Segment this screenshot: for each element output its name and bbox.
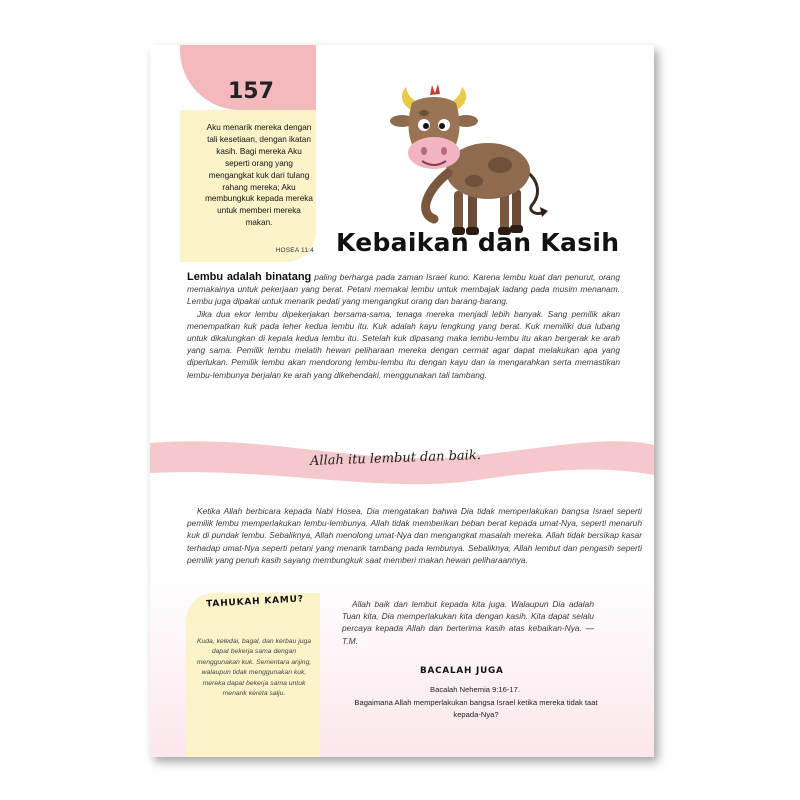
tagline: Allah itu lembut dan baik.	[309, 448, 482, 469]
section-3-text	[342, 598, 594, 647]
cow-illustration	[382, 73, 552, 245]
read-also-question: Bagaimana Allah memperlakukan bangsa Israel ketika mereka tidak taat kepada-Nya?	[354, 698, 598, 719]
paragraph-2: Jika dua ekor lembu dipekerjakan bersama-sama, tenaga mereka menjadi lebih banyak. Sang pemilik akan menempatkan kuk pada leher kedua lembu itu. Kuk adalah kayu lengkung yang berat. Kuk memiliki dua lubang untuk dikalungkan di kepala kedua lembu itu. Setelah kuk dipasang maka lembu-lembu itu akan bergerak ke arah yang sama. Pemilik lembu melatih hewan peliharaan mereka dengan cermat agar dapat melakukan apa yang diperlukan. Pemilik lembu akan mendorong lembu-lembu itu dengan kayu dan ia mengarahkan serta memastikan lembu-lembunya berjalan ke arah yang dikehendaki, menggunakan tali tambang.	[187, 308, 620, 380]
section-2-text	[187, 505, 642, 566]
did-you-know-title: TAHUKAH KAMU?	[205, 594, 305, 610]
verse-text: Aku menarik mereka dengan tali kesetiaan, dengan ikatan kasih. Bagi mereka Aku seperti orang yang mengangkat kuk dari tulang rahang mereka; Aku membungkuk kepada mereka untuk memberi mereka makan.	[205, 123, 313, 228]
paragraph-3: Ketika Allah berbicara kepada Nabi Hosea, Dia mengatakan bahwa Dia tidak memperlakukan bangsa Israel seperti pemilik lembu memperlakukan lembu-lembunya. Allah tidak memberikan beban berat kepada umat-Nya, seperti menaruh kuk di pundak lembu. Sebaliknya, Allah menolong umat-Nya dan mengangkat masalah mereka. Allah tidak bersikap kasar terhadap umat-Nya seperti petani yang menarik tambang pada lembunya. Sebaliknya, Allah lembut dan pengasih seperti pemilik yang penuh kasih sayang membungkuk saat memberi makan hewan peliharaannya.	[187, 506, 642, 565]
lead-in: Lembu adalah binatang	[187, 271, 312, 283]
verse-reference: HOSEA 11:4	[275, 247, 314, 254]
read-also-reference: Bacalah Nehemia 9:16-17.	[430, 685, 520, 694]
read-also-title: BACALAH JUGA	[420, 666, 504, 676]
devotional-page	[150, 45, 654, 757]
page-title: Kebaikan dan Kasih	[336, 228, 620, 257]
paragraph-4: Allah baik dan lembut kepada kita juga. Walaupun Dia adalah Tuan kita, Dia memperlakukan kita dengan kasih. Kita dapat selalu percaya kepada Allah dan berterima kasih atas kebaikan-Nya. —T.M.	[342, 599, 594, 646]
day-number: 157	[228, 79, 274, 104]
section-1-text	[187, 271, 620, 381]
did-you-know-text: Kuda, keledai, bagal, dan kerbau juga dapat bekerja sama dengan menggunakan kuk. Sementara anjing, walaupun tidak menggunakan kuk, mereka dapat bekerja sama untuk menarik kereta salju.	[196, 638, 312, 698]
paragraph-1: paling berharga pada zaman Israel kuno. Karena lembu kuat dan penurut, orang memakainya untuk pekerjaan yang berat. Petani memakai lembu untuk membajak ladang pada musim menanam. Lembu juga dipakai untuk menarik pedati yang mengangkut orang dan barang-barang.	[187, 272, 620, 307]
